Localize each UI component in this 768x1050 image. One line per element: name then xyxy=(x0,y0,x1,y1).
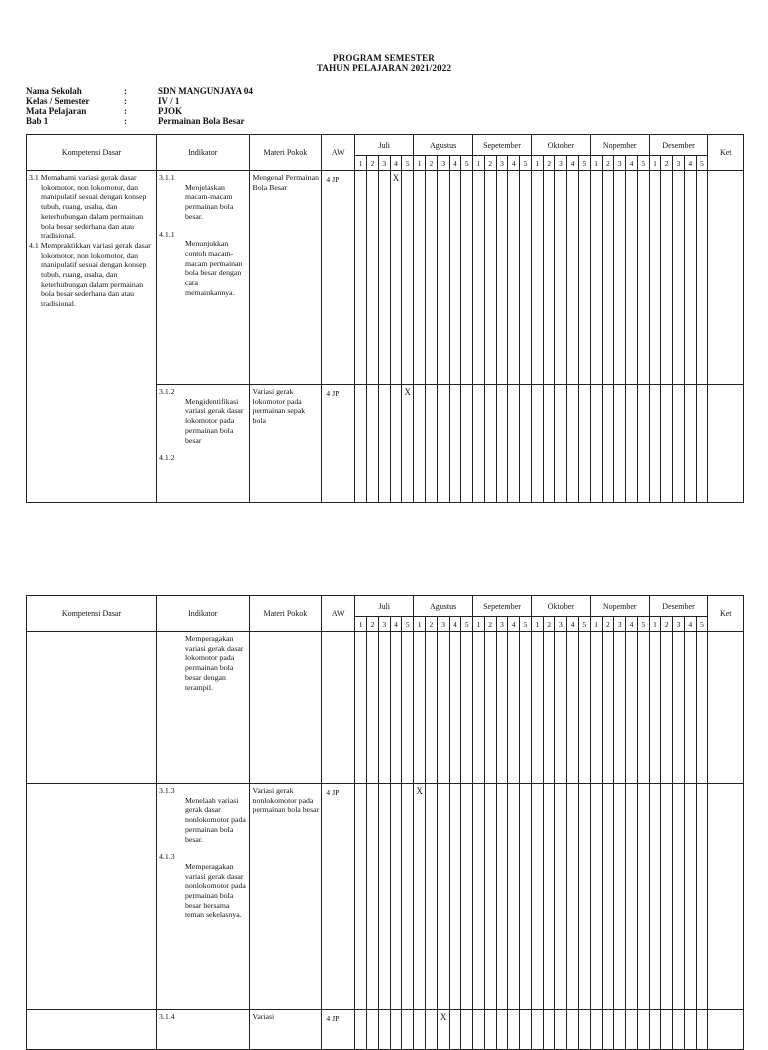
header-week: 1 xyxy=(473,156,485,171)
kompetensi-dasar-cell xyxy=(27,171,157,503)
week-cell xyxy=(602,632,614,784)
table-row xyxy=(27,632,744,784)
week-cell xyxy=(555,784,567,1010)
week-cell xyxy=(378,171,390,385)
header-week: 3 xyxy=(378,156,390,171)
header-week: 1 xyxy=(590,156,602,171)
header-week: 3 xyxy=(496,617,508,632)
week-cell xyxy=(461,784,473,1010)
header-week: 5 xyxy=(402,617,414,632)
info-value: Permainan Bola Besar xyxy=(158,116,245,126)
schedule-mark: X xyxy=(402,385,414,503)
header-month-desember: Desember xyxy=(649,135,708,156)
header-week: 2 xyxy=(602,617,614,632)
indikator-cell xyxy=(157,784,250,1010)
indikator-cell xyxy=(157,171,250,385)
week-cell xyxy=(531,784,543,1010)
week-cell xyxy=(626,784,638,1010)
week-cell xyxy=(449,784,461,1010)
header-materi-pokok: Materi Pokok xyxy=(249,596,322,632)
week-cell xyxy=(567,385,579,503)
week-cell xyxy=(590,385,602,503)
header-week: 2 xyxy=(367,156,379,171)
week-cell xyxy=(461,632,473,784)
week-cell xyxy=(508,171,520,385)
week-cell xyxy=(555,632,567,784)
week-cell xyxy=(355,632,367,784)
indikator-text: Menunjukkan contoh macam-macam permainan bola besar dengan cara memainkannya. xyxy=(185,239,243,297)
week-cell xyxy=(531,385,543,503)
indikator-code: 4.1.3 xyxy=(159,852,175,862)
week-cell xyxy=(484,784,496,1010)
page-title: PROGRAM SEMESTER xyxy=(333,53,435,63)
header-week: 4 xyxy=(626,617,638,632)
info-label: Mata Pelajaran xyxy=(26,106,87,116)
ket-cell xyxy=(708,171,744,385)
week-cell xyxy=(578,784,590,1010)
week-cell xyxy=(661,385,673,503)
header-week: 5 xyxy=(402,156,414,171)
week-cell xyxy=(473,1010,485,1050)
indikator-code: 3.1.2 xyxy=(159,387,175,396)
ket-cell xyxy=(708,632,744,784)
ket-cell xyxy=(708,784,744,1010)
header-week: 2 xyxy=(425,156,437,171)
week-cell xyxy=(673,632,685,784)
ket-cell xyxy=(708,1010,744,1050)
info-label: Bab 1 xyxy=(26,116,49,126)
header-aw: AW xyxy=(322,135,355,171)
header-month-nopember: Nopember xyxy=(590,135,649,156)
week-cell xyxy=(614,385,626,503)
week-cell xyxy=(355,385,367,503)
header-week: 1 xyxy=(414,617,426,632)
week-cell xyxy=(520,1010,532,1050)
week-cell xyxy=(367,1010,379,1050)
week-cell xyxy=(402,1010,414,1050)
header-week: 2 xyxy=(484,156,496,171)
table-row xyxy=(27,784,744,1010)
header-indikator: Indikator xyxy=(157,135,250,171)
week-cell xyxy=(590,1010,602,1050)
week-cell xyxy=(567,1010,579,1050)
week-cell xyxy=(661,1010,673,1050)
indikator-code: 3.1.4 xyxy=(159,1012,175,1021)
week-cell xyxy=(637,1010,649,1050)
header-week: 4 xyxy=(449,156,461,171)
week-cell xyxy=(696,385,708,503)
semester-table-1 xyxy=(26,134,744,503)
header-week: 2 xyxy=(661,617,673,632)
week-cell xyxy=(637,632,649,784)
week-cell xyxy=(649,632,661,784)
header-week: 4 xyxy=(567,617,579,632)
week-cell xyxy=(473,385,485,503)
week-cell xyxy=(496,784,508,1010)
page-subtitle: TAHUN PELAJARAN 2021/2022 xyxy=(316,63,452,73)
week-cell xyxy=(614,784,626,1010)
indikator-code: 4.1.2 xyxy=(159,453,175,463)
week-cell xyxy=(378,385,390,503)
header-month-nopember: Nopember xyxy=(590,596,649,617)
week-cell xyxy=(637,784,649,1010)
week-cell xyxy=(390,1010,402,1050)
info-label: Kelas / Semester xyxy=(26,96,90,106)
header-week: 1 xyxy=(531,617,543,632)
header-week: 4 xyxy=(684,156,696,171)
info-value: PJOK xyxy=(158,106,182,116)
week-cell xyxy=(578,385,590,503)
info-row-class xyxy=(26,96,426,106)
indikator-text: Menelaah variasi gerak dasar nonlokomotor pada permainan bola besar. xyxy=(185,795,246,844)
week-cell xyxy=(673,171,685,385)
info-colon: : xyxy=(124,106,127,116)
indikator-text: Memperagakan variasi gerak dasar lokomotor pada permainan bola besar dengan terampil. xyxy=(185,634,244,692)
week-cell xyxy=(555,1010,567,1050)
week-cell xyxy=(626,385,638,503)
week-cell xyxy=(402,171,414,385)
header-week: 2 xyxy=(661,156,673,171)
aw-cell: 4 JP xyxy=(322,784,355,1010)
week-cell xyxy=(555,171,567,385)
week-cell xyxy=(437,385,449,503)
school-info xyxy=(26,86,426,126)
week-cell xyxy=(684,632,696,784)
week-cell xyxy=(531,1010,543,1050)
schedule-mark: X xyxy=(390,171,402,385)
week-cell xyxy=(508,1010,520,1050)
week-cell xyxy=(637,385,649,503)
header-week: 4 xyxy=(567,156,579,171)
week-cell xyxy=(437,784,449,1010)
week-cell xyxy=(461,385,473,503)
week-cell xyxy=(496,171,508,385)
info-row-subject xyxy=(26,106,426,116)
header-week: 1 xyxy=(531,156,543,171)
header-week: 2 xyxy=(367,617,379,632)
week-cell xyxy=(649,784,661,1010)
header-week: 5 xyxy=(520,617,532,632)
week-cell xyxy=(649,171,661,385)
info-row-school xyxy=(26,86,426,96)
week-cell xyxy=(414,385,426,503)
week-cell xyxy=(425,784,437,1010)
week-cell xyxy=(378,632,390,784)
aw-cell: 4 JP xyxy=(322,1010,355,1050)
header-week: 4 xyxy=(508,156,520,171)
week-cell xyxy=(390,784,402,1010)
week-cell xyxy=(578,1010,590,1050)
week-cell xyxy=(484,632,496,784)
header-indikator: Indikator xyxy=(157,596,250,632)
week-cell xyxy=(520,385,532,503)
header-week: 1 xyxy=(649,617,661,632)
week-cell xyxy=(520,171,532,385)
week-cell xyxy=(484,385,496,503)
week-cell xyxy=(367,385,379,503)
week-cell xyxy=(590,632,602,784)
materi-cell xyxy=(249,632,322,784)
header-week: 5 xyxy=(637,617,649,632)
week-cell xyxy=(461,1010,473,1050)
header-week: 2 xyxy=(484,617,496,632)
week-cell xyxy=(449,632,461,784)
week-cell xyxy=(496,1010,508,1050)
week-cell xyxy=(437,171,449,385)
week-cell xyxy=(425,385,437,503)
kompetensi-dasar-cell xyxy=(27,632,157,784)
info-colon: : xyxy=(124,116,127,126)
header-ket: Ket xyxy=(708,596,744,632)
week-cell xyxy=(590,171,602,385)
header-week: 3 xyxy=(437,156,449,171)
header-week: 3 xyxy=(496,156,508,171)
kd-item: 4.1 Mempraktikkan variasi gerak dasar lokomotor, non lokomotor, dan manipulatif sesuai dengan konsep tubuh, ruang, usaha, dan keterhubungan dalam permainan bola besar sederhana dan atau tradisional. xyxy=(29,240,151,309)
week-cell xyxy=(390,385,402,503)
week-cell xyxy=(425,171,437,385)
header-week: 2 xyxy=(602,156,614,171)
info-colon: : xyxy=(124,96,127,106)
week-cell xyxy=(696,171,708,385)
info-row-chapter xyxy=(26,116,426,126)
header-week: 3 xyxy=(673,617,685,632)
week-cell xyxy=(378,784,390,1010)
week-cell xyxy=(614,1010,626,1050)
week-cell xyxy=(602,385,614,503)
header-week: 3 xyxy=(614,156,626,171)
materi-cell: Variasi xyxy=(249,1010,322,1050)
week-cell xyxy=(520,632,532,784)
week-cell xyxy=(355,171,367,385)
week-cell xyxy=(449,385,461,503)
week-cell xyxy=(626,1010,638,1050)
header-week: 3 xyxy=(614,617,626,632)
week-cell xyxy=(425,1010,437,1050)
week-cell xyxy=(520,784,532,1010)
week-cell xyxy=(378,1010,390,1050)
schedule-mark: X xyxy=(437,1010,449,1050)
header-kompetensi-dasar: Kompetensi Dasar xyxy=(27,135,157,171)
header-week: 2 xyxy=(543,156,555,171)
header-month-desember: Desember xyxy=(649,596,708,617)
header-kompetensi-dasar: Kompetensi Dasar xyxy=(27,596,157,632)
week-cell xyxy=(484,171,496,385)
header-week: 4 xyxy=(684,617,696,632)
header-month-agustus: Agustus xyxy=(414,596,473,617)
week-cell xyxy=(473,784,485,1010)
week-cell xyxy=(543,784,555,1010)
week-cell xyxy=(390,632,402,784)
week-cell xyxy=(425,632,437,784)
table-row xyxy=(27,171,744,385)
info-value: SDN MANGUNJAYA 04 xyxy=(158,86,253,96)
week-cell xyxy=(673,1010,685,1050)
info-colon: : xyxy=(124,86,127,96)
materi-cell: Variasi gerak lokomotor pada permainan sepak bola xyxy=(249,385,322,503)
week-cell xyxy=(473,632,485,784)
aw-cell: 4 JP xyxy=(322,385,355,503)
indikator-text: Memperagakan variasi gerak dasar nonlokomotor pada permainan bola besar bersama teman sekelasnya. xyxy=(185,861,246,920)
header-month-agustus: Agustus xyxy=(414,135,473,156)
week-cell xyxy=(661,784,673,1010)
header-month-oktober: Oktober xyxy=(531,135,590,156)
kd-item: 3.1 Memahami variasi gerak dasar lokomotor, non lokomotor, dan manipulatif sesuai dengan konsep tubuh, ruang, usaha, dan keterhubungan dalam permainan bola besar sederhana dan atau tradisional. xyxy=(29,173,147,241)
header-week: 5 xyxy=(520,156,532,171)
indikator-cell xyxy=(157,632,250,784)
week-cell xyxy=(602,171,614,385)
header-week: 3 xyxy=(673,156,685,171)
indikator-code: 3.1.3 xyxy=(159,786,175,795)
week-cell xyxy=(414,1010,426,1050)
indikator-cell xyxy=(157,385,250,503)
materi-cell: Variasi gerak nonlokomotor pada permainan bola besar xyxy=(249,784,322,1010)
week-cell xyxy=(402,632,414,784)
ket-cell xyxy=(708,385,744,503)
week-cell xyxy=(649,385,661,503)
week-cell xyxy=(496,385,508,503)
header-week: 5 xyxy=(578,617,590,632)
week-cell xyxy=(367,784,379,1010)
week-cell xyxy=(602,784,614,1010)
header-week: 4 xyxy=(390,156,402,171)
header-materi-pokok: Materi Pokok xyxy=(249,135,322,171)
schedule-mark: X xyxy=(414,784,426,1010)
info-label: Nama Sekolah xyxy=(26,86,82,96)
week-cell xyxy=(543,1010,555,1050)
week-cell xyxy=(696,784,708,1010)
week-cell xyxy=(355,1010,367,1050)
week-cell xyxy=(661,632,673,784)
week-cell xyxy=(508,385,520,503)
week-cell xyxy=(496,632,508,784)
week-cell xyxy=(543,632,555,784)
week-cell xyxy=(437,632,449,784)
header-week: 5 xyxy=(637,156,649,171)
header-week: 5 xyxy=(578,156,590,171)
week-cell xyxy=(508,632,520,784)
header-week: 3 xyxy=(555,617,567,632)
header-week: 4 xyxy=(390,617,402,632)
header-week: 5 xyxy=(696,617,708,632)
table-row xyxy=(27,1010,744,1050)
week-cell xyxy=(449,171,461,385)
week-cell xyxy=(508,784,520,1010)
header-aw: AW xyxy=(322,596,355,632)
header-week: 3 xyxy=(555,156,567,171)
header-month-sepetember: Sepetember xyxy=(473,135,532,156)
week-cell xyxy=(602,1010,614,1050)
week-cell xyxy=(402,784,414,1010)
week-cell xyxy=(614,632,626,784)
header-week: 2 xyxy=(425,617,437,632)
week-cell xyxy=(555,385,567,503)
week-cell xyxy=(578,632,590,784)
week-cell xyxy=(614,171,626,385)
week-cell xyxy=(578,171,590,385)
kompetensi-dasar-cell xyxy=(27,1010,157,1050)
week-cell xyxy=(696,1010,708,1050)
week-cell xyxy=(367,171,379,385)
indikator-code: 3.1.1 xyxy=(159,173,175,182)
header-week: 5 xyxy=(461,156,473,171)
header-month-sepetember: Sepetember xyxy=(473,596,532,617)
header-week: 4 xyxy=(508,617,520,632)
week-cell xyxy=(414,171,426,385)
week-cell xyxy=(684,784,696,1010)
header-week: 1 xyxy=(355,617,367,632)
week-cell xyxy=(567,171,579,385)
indikator-cell xyxy=(157,1010,250,1050)
indikator-text: Mengidentifikasi variasi gerak dasar lokomotor pada permainan bola besar xyxy=(185,396,244,445)
week-cell xyxy=(567,784,579,1010)
week-cell xyxy=(637,171,649,385)
week-cell xyxy=(673,784,685,1010)
header-month-juli: Juli xyxy=(355,135,414,156)
kompetensi-dasar-cell xyxy=(27,784,157,1010)
header-month-oktober: Oktober xyxy=(531,596,590,617)
header-week: 1 xyxy=(649,156,661,171)
header-week: 5 xyxy=(696,156,708,171)
header-week: 1 xyxy=(355,156,367,171)
materi-cell: Mengenal Permainan Bola Besar xyxy=(249,171,322,385)
indikator-text: Menjelaskan macam-macam permainan bola besar. xyxy=(185,182,234,221)
header-week: 1 xyxy=(473,617,485,632)
week-cell xyxy=(696,632,708,784)
week-cell xyxy=(590,784,602,1010)
week-cell xyxy=(684,1010,696,1050)
header-month-juli: Juli xyxy=(355,596,414,617)
header-week: 4 xyxy=(449,617,461,632)
week-cell xyxy=(567,632,579,784)
header-week: 1 xyxy=(414,156,426,171)
week-cell xyxy=(449,1010,461,1050)
week-cell xyxy=(626,171,638,385)
aw-cell xyxy=(322,632,355,784)
week-cell xyxy=(684,385,696,503)
week-cell xyxy=(367,632,379,784)
week-cell xyxy=(473,171,485,385)
week-cell xyxy=(355,784,367,1010)
semester-table-2 xyxy=(26,595,744,1050)
week-cell xyxy=(684,171,696,385)
week-cell xyxy=(461,171,473,385)
week-cell xyxy=(414,632,426,784)
header-week: 5 xyxy=(461,617,473,632)
aw-cell: 4 JP xyxy=(322,171,355,385)
week-cell xyxy=(673,385,685,503)
header-week: 4 xyxy=(626,156,638,171)
header-ket: Ket xyxy=(708,135,744,171)
week-cell xyxy=(661,171,673,385)
info-value: IV / 1 xyxy=(158,96,180,106)
week-cell xyxy=(484,1010,496,1050)
header-week: 1 xyxy=(590,617,602,632)
week-cell xyxy=(543,385,555,503)
header-week: 3 xyxy=(437,617,449,632)
indikator-code: 4.1.1 xyxy=(159,229,175,239)
header-week: 3 xyxy=(378,617,390,632)
week-cell xyxy=(531,632,543,784)
header-week: 2 xyxy=(543,617,555,632)
week-cell xyxy=(543,171,555,385)
week-cell xyxy=(626,632,638,784)
week-cell xyxy=(649,1010,661,1050)
week-cell xyxy=(531,171,543,385)
